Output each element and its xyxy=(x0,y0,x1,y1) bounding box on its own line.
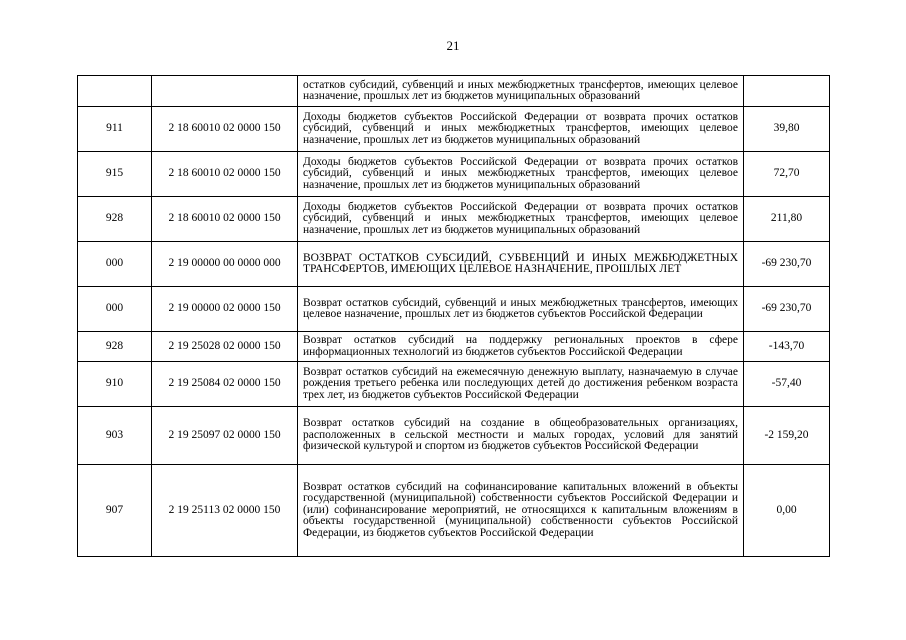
name-cell: Возврат остатков субсидий на поддержку региональных проектов в сфере информационных технологий из бюджетов субъектов Российской Федерации xyxy=(298,332,744,362)
admin-code-cell: 903 xyxy=(78,407,152,465)
admin-code-cell: 928 xyxy=(78,332,152,362)
table-row xyxy=(78,407,830,465)
name-cell: Возврат остатков субсидий на софинансирование капитальных вложений в объекты государственной (муниципальной) собственности субъектов Российской Федерации и (или) софинансирование мероприятий, не относящихся к капитальным вложениям в объекты государственной (муниципальной) собственности субъектов Российской Федерации, из бюджетов субъектов Российской Федерации xyxy=(298,465,744,557)
sum-cell: 72,70 xyxy=(744,152,830,197)
admin-code-cell: 910 xyxy=(78,362,152,407)
budget-code-cell: 2 19 25028 02 0000 150 xyxy=(152,332,298,362)
sum-cell xyxy=(744,76,830,107)
name-cell: Возврат остатков субсидий, субвенций и иных межбюджетных трансфертов, имеющих целевое назначение, прошлых лет из бюджетов субъектов Российской Федерации xyxy=(298,287,744,332)
table-row xyxy=(78,197,830,242)
name-cell: Возврат остатков субсидий на создание в общеобразовательных организациях, расположенных в сельской местности и малых городах, условий для занятий физической культурой и спортом из бюджетов субъектов Российской Федерации xyxy=(298,407,744,465)
table-row xyxy=(78,76,830,107)
budget-code-cell: 2 18 60010 02 0000 150 xyxy=(152,152,298,197)
table-row xyxy=(78,242,830,287)
admin-code-cell: 911 xyxy=(78,107,152,152)
table-row xyxy=(78,465,830,557)
name-cell: ВОЗВРАТ ОСТАТКОВ СУБСИДИЙ, СУБВЕНЦИЙ И ИНЫХ МЕЖБЮДЖЕТНЫХ ТРАНСФЕРТОВ, ИМЕЮЩИХ ЦЕЛЕВОЕ НАЗНАЧЕНИЕ, ПРОШЛЫХ ЛЕТ xyxy=(298,242,744,287)
name-cell: остатков субсидий, субвенций и иных межбюджетных трансфертов, имеющих целевое назначение, прошлых лет из бюджетов муниципальных образований xyxy=(298,76,744,107)
admin-code-cell: 907 xyxy=(78,465,152,557)
name-cell: Возврат остатков субсидий на ежемесячную денежную выплату, назначаемую в случае рождения третьего ребенка или последующих детей до достижения ребенком возраста трех лет, из бюджетов субъектов Российской Федерации xyxy=(298,362,744,407)
name-cell: Доходы бюджетов субъектов Российской Федерации от возврата прочих остатков субсидий, субвенций и иных межбюджетных трансфертов, имеющих целевое назначение, прошлых лет из бюджетов муниципальных образований xyxy=(298,152,744,197)
budget-code-cell: 2 19 00000 00 0000 000 xyxy=(152,242,298,287)
admin-code-cell: 928 xyxy=(78,197,152,242)
table-row xyxy=(78,332,830,362)
sum-cell: -69 230,70 xyxy=(744,287,830,332)
table-row xyxy=(78,287,830,332)
budget-code-cell: 2 19 00000 02 0000 150 xyxy=(152,287,298,332)
revenue-table xyxy=(77,75,830,557)
budget-code-cell: 2 19 25084 02 0000 150 xyxy=(152,362,298,407)
table-row xyxy=(78,362,830,407)
budget-code-cell: 2 18 60010 02 0000 150 xyxy=(152,197,298,242)
budget-code-cell: 2 18 60010 02 0000 150 xyxy=(152,107,298,152)
sum-cell: -57,40 xyxy=(744,362,830,407)
budget-code-cell xyxy=(152,76,298,107)
table-row xyxy=(78,152,830,197)
sum-cell: -2 159,20 xyxy=(744,407,830,465)
budget-code-cell: 2 19 25113 02 0000 150 xyxy=(152,465,298,557)
table-row xyxy=(78,107,830,152)
name-cell: Доходы бюджетов субъектов Российской Федерации от возврата прочих остатков субсидий, субвенций и иных межбюджетных трансфертов, имеющих целевое назначение, прошлых лет из бюджетов муниципальных образований xyxy=(298,197,744,242)
sum-cell: -143,70 xyxy=(744,332,830,362)
sum-cell: 39,80 xyxy=(744,107,830,152)
name-cell: Доходы бюджетов субъектов Российской Федерации от возврата прочих остатков субсидий, субвенций и иных межбюджетных трансфертов, имеющих целевое назначение, прошлых лет из бюджетов муниципальных образований xyxy=(298,107,744,152)
admin-code-cell: 000 xyxy=(78,287,152,332)
admin-code-cell: 000 xyxy=(78,242,152,287)
sum-cell: -69 230,70 xyxy=(744,242,830,287)
budget-code-cell: 2 19 25097 02 0000 150 xyxy=(152,407,298,465)
page-number: 21 xyxy=(446,38,460,53)
sum-cell: 0,00 xyxy=(744,465,830,557)
admin-code-cell: 915 xyxy=(78,152,152,197)
admin-code-cell xyxy=(78,76,152,107)
sum-cell: 211,80 xyxy=(744,197,830,242)
